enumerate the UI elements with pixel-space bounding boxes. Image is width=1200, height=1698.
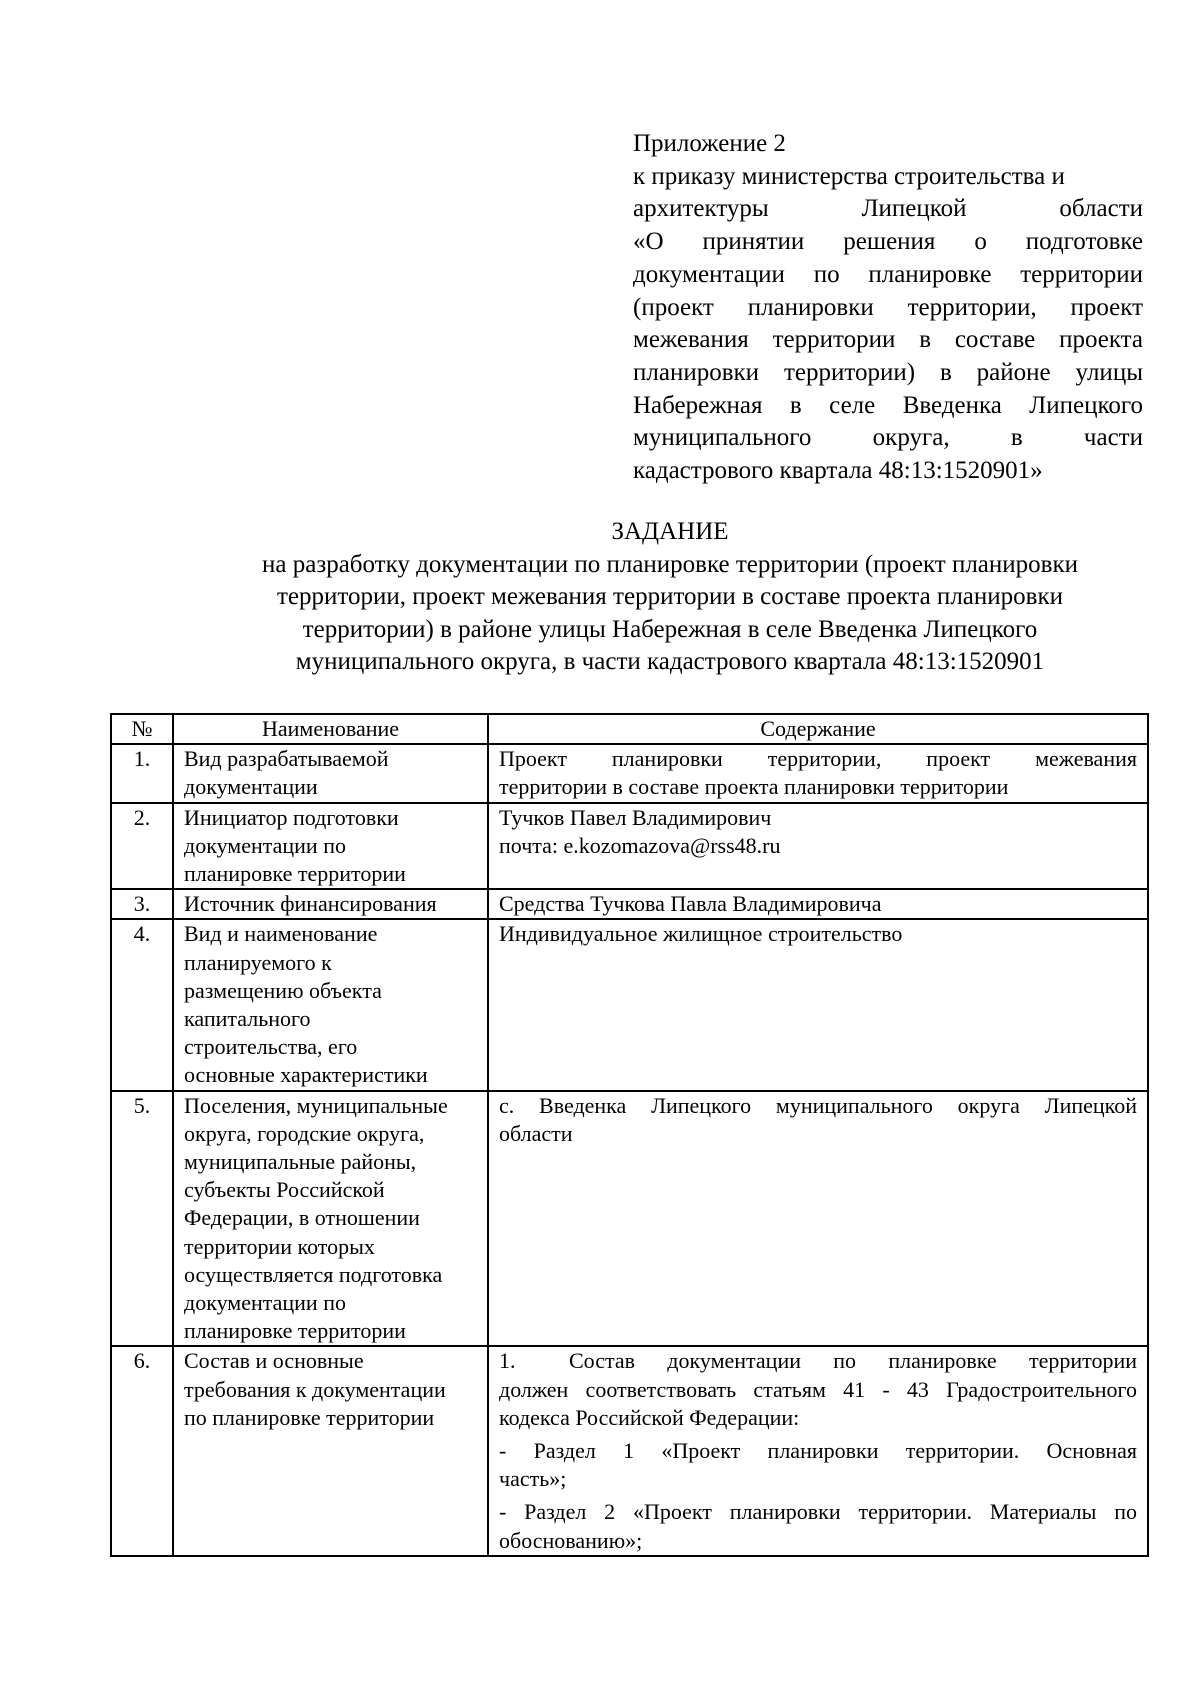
appendix-line: Набережная в селе Введенка Липецкого [633,391,1143,419]
row-name-line: Вид разрабатываемой [184,746,389,772]
row-name-line: округа, городские округа, [184,1120,425,1146]
appendix-line: (проект планировки территории, проект [633,293,1143,321]
row-content-line: кодекса Российской Федерации: [499,1404,800,1430]
row-content [488,1346,1148,1555]
header-name: Наименование [173,714,488,744]
table-row [111,744,1148,802]
task-subtitle-line: на разработку документации по планировке территории (проект планировки [262,550,1078,578]
appendix-line: муниципального округа, в части [633,424,1143,452]
appendix-line: «О принятии решения о подготовке [633,228,1143,256]
row-name-line: Вид и наименование [184,921,378,947]
row-name [173,1091,488,1347]
appendix-line: к приказу министерства строительства и [633,162,1065,190]
row-name-line: документации [184,774,318,800]
row-number: 4. [111,919,173,1090]
table-row [111,803,1148,890]
row-number: 3. [111,889,173,919]
header-number: № [111,714,173,744]
task-subtitle-line: территории, проект межевания территории в составе проекта планировки [277,583,1063,610]
task-title-block [100,516,1200,679]
row-name [173,889,488,919]
row-content [488,889,1148,919]
row-name-line: размещению объекта [184,977,382,1003]
row-name-line: Источник финансирования [184,891,437,917]
row-number: 5. [111,1091,173,1347]
row-name-line: осуществляется подготовка [184,1261,443,1287]
row-number: 2. [111,803,173,890]
row-name-line: документации по [184,832,346,858]
appendix-line: документации по планировке территории [633,260,1143,288]
table-row [111,1346,1148,1555]
appendix-line: Приложение 2 [633,130,786,157]
row-number: 1. [111,744,173,802]
header-content: Содержание [488,714,1148,744]
section-2-line: - Раздел 2 «Проект планировки территории. Материалы по [499,1499,1137,1525]
row-content-line: Индивидуальное жилищное строительство [499,921,903,947]
composition-item-number: 1. [499,1348,516,1374]
appendix-line: планировки территории) в районе улицы [633,358,1143,386]
appendix-line: межевания территории в составе проекта [633,326,1143,354]
appendix-block [633,128,1143,488]
row-name-line: Состав и основные [184,1348,364,1374]
row-name [173,803,488,890]
row-name-line: капитального [184,1006,311,1032]
row-name-line: Поселения, муниципальные [184,1092,448,1118]
row-name-line: территории которых [184,1233,375,1259]
row-content-line: Проект планировки территории, проект межевания [499,746,1137,772]
row-content [488,919,1148,1090]
appendix-line: кадастрового квартала 48:13:1520901» [633,457,1043,485]
appendix-line: архитектуры Липецкой области [633,195,1143,223]
row-name-line: основные характеристики [184,1062,428,1088]
section-1-line: часть»; [499,1466,567,1492]
row-name [173,1346,488,1555]
section-2-line: обоснованию»; [499,1527,643,1553]
row-content-line: области [499,1120,573,1146]
row-content [488,1091,1148,1347]
task-table [110,713,1149,1557]
task-subtitle-line: территории) в районе улицы Набережная в селе Введенка Липецкого [302,615,1038,643]
row-content-line: Средства Тучкова Павла Владимировича [499,891,882,917]
table-row [111,1091,1148,1347]
table-header-row [111,714,1148,744]
task-subtitle-line: муниципального округа, в части кадастрового квартала 48:13:1520901 [295,648,1045,675]
row-number: 6. [111,1346,173,1555]
row-content-line: территории в составе проекта планировки территории [499,774,1009,800]
composition-item-text: Состав документации по планировке территории [569,1348,1137,1374]
row-name-line: планировке территории [184,1318,406,1344]
row-name-line: строительства, его [184,1034,358,1060]
row-name-line: планируемого к [184,949,332,975]
email-link[interactable]: почта: e.kozomazova@rss48.ru [499,832,781,858]
row-name-line: Федерации, в отношении [184,1205,420,1231]
row-name-line: планировке территории [184,861,406,887]
row-content [488,744,1148,802]
row-name-line: субъекты Российской [184,1177,385,1203]
task-heading: ЗАДАНИЕ [611,518,729,545]
row-name-line: требования к документации [184,1376,446,1402]
row-name-line: по планировке территории [184,1404,435,1430]
row-name-line: муниципальные районы, [184,1149,417,1175]
section-1-line: - Раздел 1 «Проект планировки территории. Основная [499,1438,1137,1464]
row-content [488,803,1148,890]
row-name-line: Инициатор подготовки [184,804,399,830]
row-content-line: должен соответствовать статьям 41 - 43 Градостроительного [499,1376,1137,1402]
row-name [173,744,488,802]
row-name [173,919,488,1090]
table-row [111,919,1148,1090]
row-content-line: Тучков Павел Владимирович [499,804,772,830]
composition-item-first-line [499,1347,1137,1375]
table-row [111,889,1148,919]
row-content-line: с. Введенка Липецкого муниципального округа Липецкой [499,1092,1137,1118]
row-name-line: документации по [184,1290,346,1316]
